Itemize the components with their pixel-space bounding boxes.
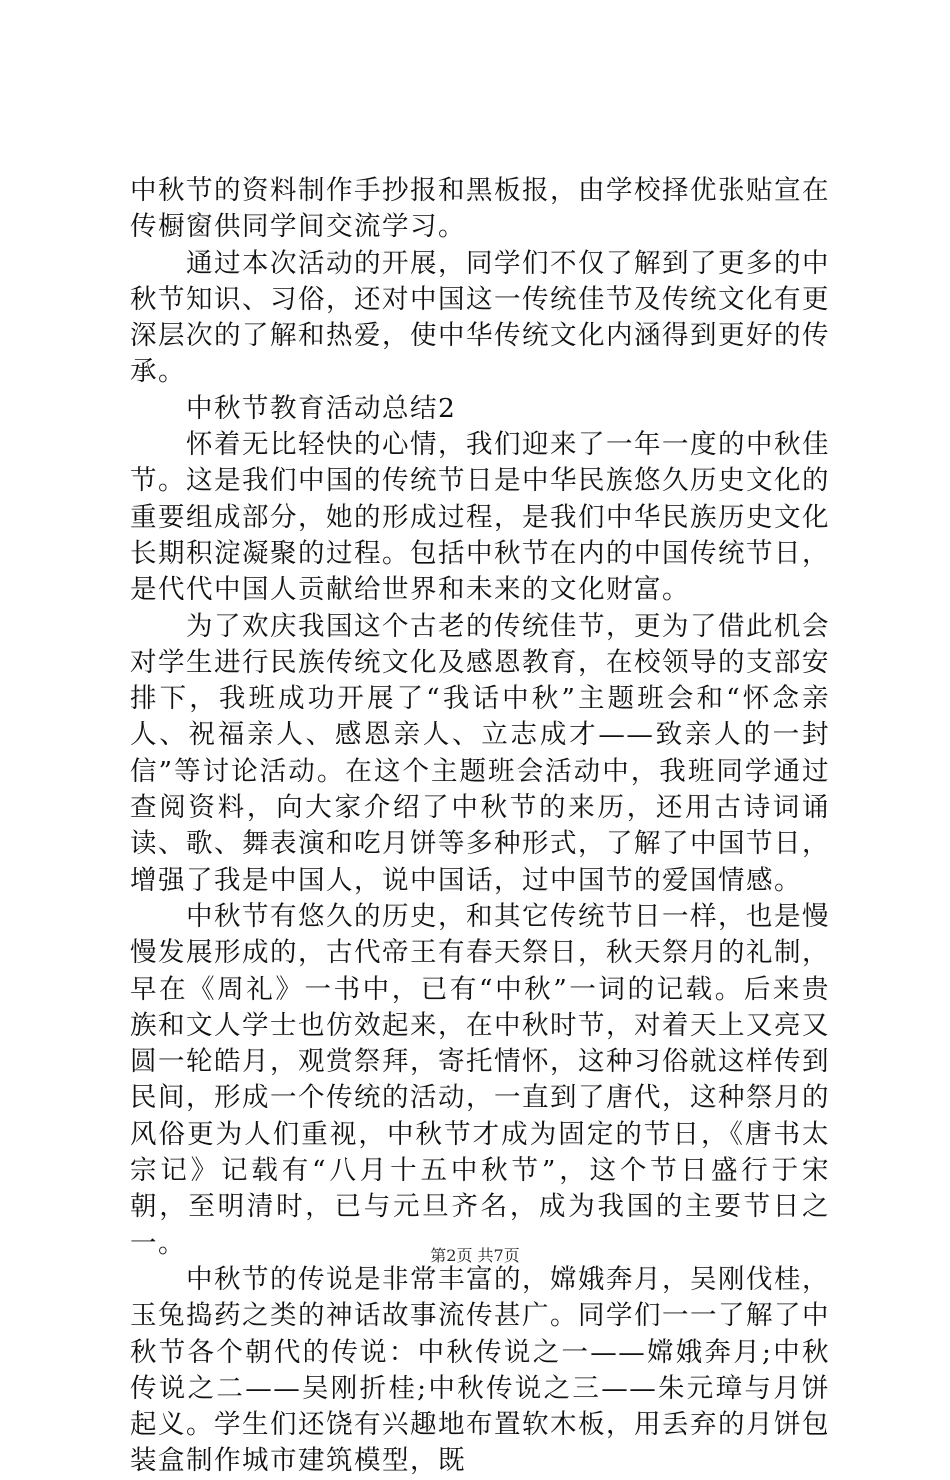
paragraph: 中秋节的传说是非常丰富的，嫦娥奔月，吴刚伐桂，玉兔捣药之类的神话故事流传甚广。同学们一一了解了中秋节各个朝代的传说：中秋传说之一——嫦娥奔月;中秋传说之二——吴刚折桂;中秋传说之三——朱元璋与月饼起义。学生们还饶有兴趣地布置软木板，用丢弃的月饼包装盒制作城市建筑模型，既 bbox=[130, 1263, 830, 1477]
section-heading: 中秋节教育活动总结2 bbox=[186, 392, 457, 424]
document-body bbox=[130, 173, 830, 1480]
paragraph: 中秋节的资料制作手抄报和黑板报，由学校择优张贴宣在传橱窗供同学间交流学习。 bbox=[130, 175, 830, 243]
paragraph: 通过本次活动的开展，同学们不仅了解到了更多的中秋节知识、习俗，还对中国这一传统佳节及传统文化有更深层次的了解和热爱，使中华传统文化内涵得到更好的传承。 bbox=[130, 247, 830, 388]
paragraph: 中秋节有悠久的历史，和其它传统节日一样，也是慢慢发展形成的，古代帝王有春天祭日，秋天祭月的礼制，早在《周礼》一书中，已有“中秋”一词的记载。后来贵族和文人学士也仿效起来，在中秋时节，对着天上又亮又圆一轮皓月，观赏祭拜，寄托情怀，这种习俗就这样传到民间，形成一个传统的活动，一直到了唐代，这种祭月的风俗更为人们重视，中秋节才成为固定的节日，《唐书太宗记》记载有“八月十五中秋节”，这个节日盛行于宋朝，至明清时，已与元旦齐名，成为我国的主要节日之一。 bbox=[130, 900, 830, 1259]
paragraph: 怀着无比轻快的心情，我们迎来了一年一度的中秋佳节。这是我们中国的传统节日是中华民族悠久历史文化的重要组成部分，她的形成过程，是我们中华民族历史文化长期积淀凝聚的过程。包括中秋节在内的中国传统节日，是代代中国人贡献给世界和未来的文化财富。 bbox=[130, 429, 830, 606]
page-number-footer: 第2页 共7页 bbox=[430, 1246, 520, 1265]
paragraph: 为了欢庆我国这个古老的传统佳节，更为了借此机会对学生进行民族传统文化及感恩教育，在校领导的支部安排下，我班成功开展了“我话中秋”主题班会和“怀念亲人、祝福亲人、感恩亲人、立志成才——致亲人的一封信”等讨论活动。在这个主题班会活动中，我班同学通过查阅资料，向大家介绍了中秋节的来历，还用古诗词诵读、歌、舞表演和吃月饼等多种形式，了解了中国节日，增强了我是中国人，说中国话，过中国节的爱国情感。 bbox=[130, 610, 830, 896]
